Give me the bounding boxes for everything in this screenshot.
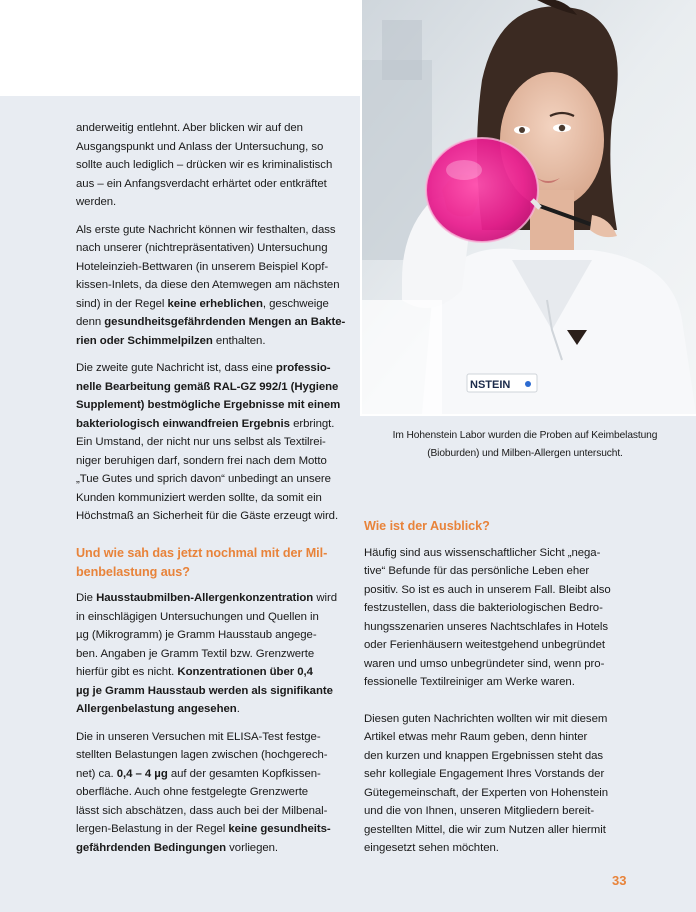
paragraph-allergen-concentration: Die Hausstaubmilben-Allergenkonzentration wird in einschlägigen Untersuchungen und Quellen in µg (Mikrogramm) je Gramm Hausstaub angege- ben. Angaben je Gramm Textil bzw. Grenzwerte hierfür gibt es nicht. Konzentrationen über 0,4 µg je Gramm Hausstaub werden als signifikante Allergenbelastung angesehen. [76, 592, 338, 715]
lab-photo [362, 0, 696, 414]
section-heading-mites: Und wie sah das jetzt nochmal mit der Mil- benbelastung aus? [76, 546, 328, 579]
caption-line: Im Hohenstein Labor wurden die Proben auf Keimbelastung [392, 430, 658, 441]
section-heading-outlook: Wie ist der Ausblick? [364, 519, 490, 533]
top-whitespace [0, 0, 360, 96]
page-number: 33 [612, 873, 627, 888]
coat-badge-text: NSTEIN [470, 379, 511, 391]
caption-line: (Bioburden) und Milben-Allergen untersucht. [427, 447, 623, 459]
paragraph-second-good-news: Die zweite gute Nachricht ist, dass eine professio- nelle Bearbeitung gemäß RAL-GZ 992/1 (Hygiene Supplement) bestmögliche Ergebnisse mit einem bakteriologisch einwandfreien Ergebnis erbringt. Ein Umstand, der nicht nur uns selbst als Textilrei- niger beruhigen darf, sondern frei nach dem Motto „Tue Gutes und sprich davon“ unbedingt an unsere Kunden kommuniziert werden sollte, da somit ein Höchstmaß an Sicherheit für die Gäste erzeugt wird. [76, 362, 341, 522]
paragraph-closing: Diesen guten Nachrichten wollten wir mit diesem Artikel etwas mehr Raum geben, denn hinter den kurzen und knappen Ergebnissen steht das sehr kollegiale Engagement Ihres Vorstands der Gütegemeinschaft, der Experten von Hohenstein und die von Ihnen, unseren Mitgliedern bereit- gestellten Mittel, die wir zum Nutzen aller hiermit eingesetzt sehen möchten. [364, 712, 609, 854]
left-column-upper [76, 119, 346, 535]
right-column [364, 517, 628, 867]
paragraph-first-good-news: Als erste gute Nachricht können wir festhalten, dass nach unserer (nichtrepräsentativen) Untersuchung Hoteleinzieh-Bettwaren (in unserem Beispiel Kopf- kissen-Inlets, da diese den Atemwegen am nächsten sind) in der Regel keine erheblichen, geschweige denn gesundheitsgefährdenden Mengen an Bakte- rien oder Schimmelpilzen enthalten. [76, 223, 346, 347]
paragraph-elisa-results: Die in unseren Versuchen mit ELISA-Test festge- stellten Belastungen lagen zwischen (hochgerech- net) ca. 0,4 – 4 µg auf der gesamten Kopfkissen- oberfläche. Auch ohne festgelegte Grenzwerte lässt sich abschätzen, dass auch bei der Milbenal- lergen-Belastung in der Regel keine gesundheits- gefährdenden Bedingungen vorliegen. [76, 730, 331, 854]
paragraph-continuation: anderweitig entlehnt. Aber blicken wir auf den Ausgangspunkt und Anlass der Untersuchung, so sollte auch lediglich – drücken wir es kriminalistisch aus – ein Anfangsverdacht erhärtet oder entkräftet werden. [76, 122, 333, 208]
left-column-lower [76, 544, 346, 866]
lab-photo-illustration [362, 0, 696, 414]
photo-caption [380, 427, 670, 462]
paragraph-outlook: Häufig sind aus wissenschaftlicher Sicht „nega- tive“ Befunde für das persönliche Leben eher positiv. So ist es auch in unserem Fall. Bleibt also festzustellen, dass die bakteriologischen Bedro- hungsszenarien unseres Nachtschlafes in Hotels oder Ferienhäusern weitestgehend unbegründet waren und umso unbegründeter sind, wenn pro- fessionelle Textilreiniger am Werke waren. [364, 546, 611, 688]
